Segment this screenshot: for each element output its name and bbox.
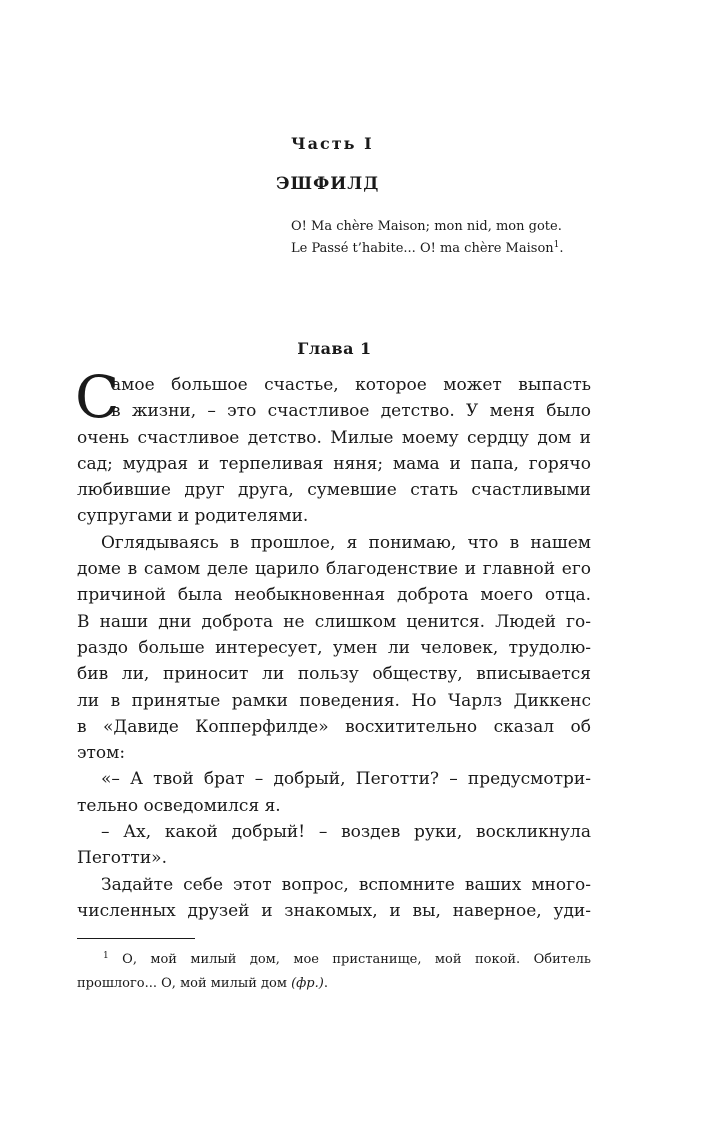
footnote-line-2-text: прошлого... О, мой милый дом — [77, 976, 292, 991]
body-line: доме в самом деле царило благоденствие и главной его — [77, 559, 591, 580]
body-line: – Ах, какой добрый! – воздев руки, воскликнула — [101, 822, 591, 843]
body-line: в жизни, – это счастливое детство. У меня было — [111, 401, 591, 422]
body-line: амое большое счастье, которое может выпасть — [111, 375, 591, 395]
footnote — [77, 948, 591, 996]
body-line: любившие друг друга, сумевшие стать счастливыми — [77, 480, 591, 501]
footnote-line-1-text: О, мой милый дом, мое пристанище, мой покой. Обитель — [122, 952, 591, 967]
footnote-line-1 — [77, 948, 591, 972]
footnote-divider — [77, 938, 195, 939]
body-line: этом: — [77, 743, 126, 764]
epigraph-line-2 — [291, 238, 621, 260]
part-label: Часть I — [291, 134, 374, 153]
footnote-lang: (фр.) — [291, 976, 324, 991]
body-line: раздо больше интересует, умен ли человек, трудолю- — [77, 637, 591, 658]
body-line: численных друзей и знакомых, и вы, наверное, уди- — [77, 900, 591, 921]
footnote-ref: 1 — [553, 240, 560, 250]
body-line: супругами и родителями. — [77, 506, 309, 527]
body-line: Задайте себе этот вопрос, вспомните ваших много- — [101, 874, 591, 895]
footnote-line-2-end: . — [323, 976, 328, 991]
epigraph — [291, 216, 621, 260]
body-line: ли в принятые рамки поведения. Но Чарлз Диккенс — [77, 690, 591, 711]
chapter-title: Глава 1 — [297, 339, 372, 358]
body-line: В наши дни доброта не слишком ценится. Людей го- — [77, 611, 591, 632]
body-line: Оглядываясь в прошлое, я понимаю, что в нашем — [101, 532, 591, 553]
drop-cap: С — [75, 363, 120, 431]
footnote-line-2 — [77, 972, 591, 996]
epigraph-line-2-end: . — [559, 241, 564, 256]
body-line: тельно осведомился я. — [77, 795, 281, 816]
body-line: Пеготти». — [77, 848, 167, 869]
body-line: причиной была необыкновенная доброта моего отца. — [77, 585, 591, 606]
footnote-marker: 1 — [103, 951, 109, 961]
body-line: сад; мудрая и терпеливая няня; мама и папа, горячо — [77, 453, 591, 474]
epigraph-line-2-text: Le Passé t’habite... O! ma chère Maison — [291, 241, 554, 256]
part-name: ЭШФИЛД — [276, 174, 380, 194]
body-line: в «Давиде Копперфилде» восхитительно сказал об — [77, 716, 591, 737]
chapter-body — [77, 372, 591, 924]
body-line: бив ли, приносит ли пользу обществу, вписывается — [77, 664, 591, 685]
body-line: очень счастливое детство. Милые моему сердцу дом и — [77, 427, 591, 448]
body-line: «– А твой брат – добрый, Пеготти? – предусмотри- — [101, 769, 591, 790]
epigraph-line-1: O! Ma chère Maison; mon nid, mon gote. — [291, 219, 562, 234]
